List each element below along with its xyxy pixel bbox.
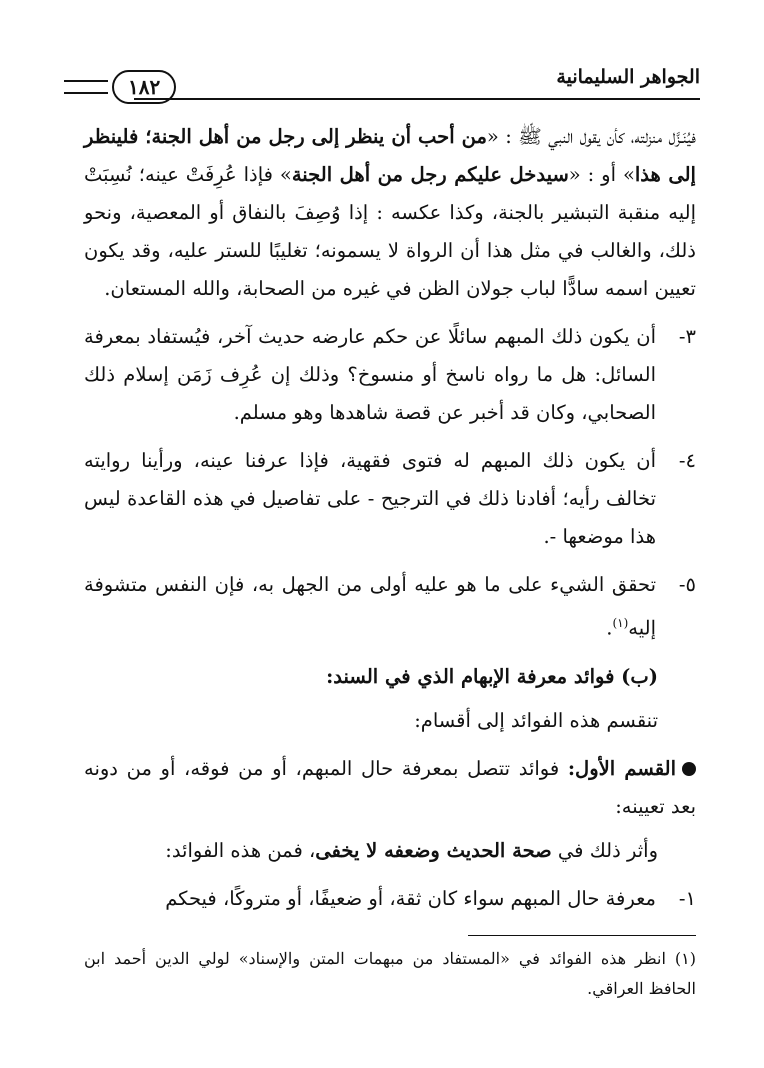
main-text bbox=[84, 118, 696, 918]
ornament-double-rule bbox=[64, 80, 108, 94]
bullet-icon bbox=[682, 762, 696, 776]
part-one-paragraph bbox=[84, 750, 696, 826]
footnote-ref[interactable]: (١) bbox=[612, 616, 629, 630]
list-item-text: معرفة حال المبهم سواء كان ثقة، أو ضعيفًا، أو متروكًا، فيحكم bbox=[165, 886, 656, 910]
list-item-text: أن يكون ذلك المبهم سائلًا عن حكم عارضه حديث آخر، فيُستفاد بمعرفة السائل: هل ما رواه ناسخ أو منسوخ؟ وذلك إن عُرِف زَمَن إسلام ذلك الصحابي، وكان قد أخبر عن قصة شاهدها وهو مسلم. bbox=[84, 325, 656, 424]
list-item-number: ٥- bbox=[678, 573, 696, 596]
footnote-separator bbox=[468, 935, 696, 936]
footnote: (١) انظر هذه الفوائد في «المستفاد من مبهمات المتن والإسناد» لولي الدين أحمد ابن الحافظ العراقي. bbox=[84, 949, 696, 998]
intro-hadith-1: من أحب أن ينظر إلى رجل من أهل الجنة؛ فلينظر إلى هذا bbox=[84, 125, 696, 186]
section-heading: (ب) فوائد معرفة الإبهام الذي في السند: bbox=[326, 664, 658, 688]
list-item-number: ٣- bbox=[678, 325, 696, 348]
effect-text-2: ، فمن هذه الفوائد: bbox=[165, 838, 316, 862]
section-intro: تنقسم هذه الفوائد إلى أقسام: bbox=[414, 708, 658, 732]
part-one-label: القسم الأول: bbox=[567, 756, 676, 780]
header-rule bbox=[134, 98, 700, 100]
effect-text-1: وأثر ذلك في bbox=[551, 838, 658, 862]
intro-text-1: فيُنَـزَّل منزلته، كأن يقول النبي ﷺ : « bbox=[486, 125, 696, 148]
page-number: ١٨٢ bbox=[112, 70, 176, 104]
list-item bbox=[84, 880, 696, 918]
intro-hadith-2: سيدخل عليكم رجل من أهل الجنة bbox=[291, 163, 569, 186]
running-title: الجواهر السليمانية bbox=[556, 66, 700, 88]
list-item bbox=[84, 318, 696, 432]
list-item-text bbox=[84, 566, 656, 648]
page-number-ornament bbox=[64, 70, 176, 104]
intro-paragraph bbox=[84, 118, 696, 308]
list-item-end: . bbox=[606, 616, 613, 640]
list-item-body: تحقق الشيء على ما هو عليه أولى من الجهل به، فإن النفس متشوفة إليه bbox=[84, 573, 656, 640]
intro-text-2: » أو : « bbox=[568, 163, 635, 186]
list-item-number: ١- bbox=[678, 886, 696, 910]
effect-paragraph bbox=[84, 832, 696, 870]
list-item bbox=[84, 442, 696, 556]
list-item-text: أن يكون ذلك المبهم له فتوى فقهية، فإذا عرفنا عينه، ورأينا روايته تخالف رأيه؛ أفادنا ذلك في الترجيح - على تفاصيل في هذه القاعدة ليس هذا موضعها -. bbox=[84, 449, 656, 548]
part-one-text: فوائد تتصل بمعرفة حال المبهم، أو من فوقه، أو من دونه بعد تعيينه: bbox=[84, 756, 696, 818]
list-item bbox=[84, 566, 696, 648]
intro-text-3: » فإذا عُرِفَتْ عينه؛ نُسِبَتْ إليه منقبة التبشير بالجنة، وكذا عكسه : إذا وُصِفَ بالنفاق أو المعصية، ونحو ذلك، والغالب في مثل هذا أن الرواة لا يسمونه؛ تغليبًا للستر عليه، وقد يكون تعيين اسمه سادًّا لباب جولان الظن في غيره من الصحابة، والله المستعان. bbox=[84, 163, 696, 300]
list-item-number: ٤- bbox=[678, 449, 696, 472]
effect-emphasis: صحة الحديث وضعفه لا يخفى bbox=[315, 838, 552, 862]
page-header bbox=[64, 66, 700, 106]
